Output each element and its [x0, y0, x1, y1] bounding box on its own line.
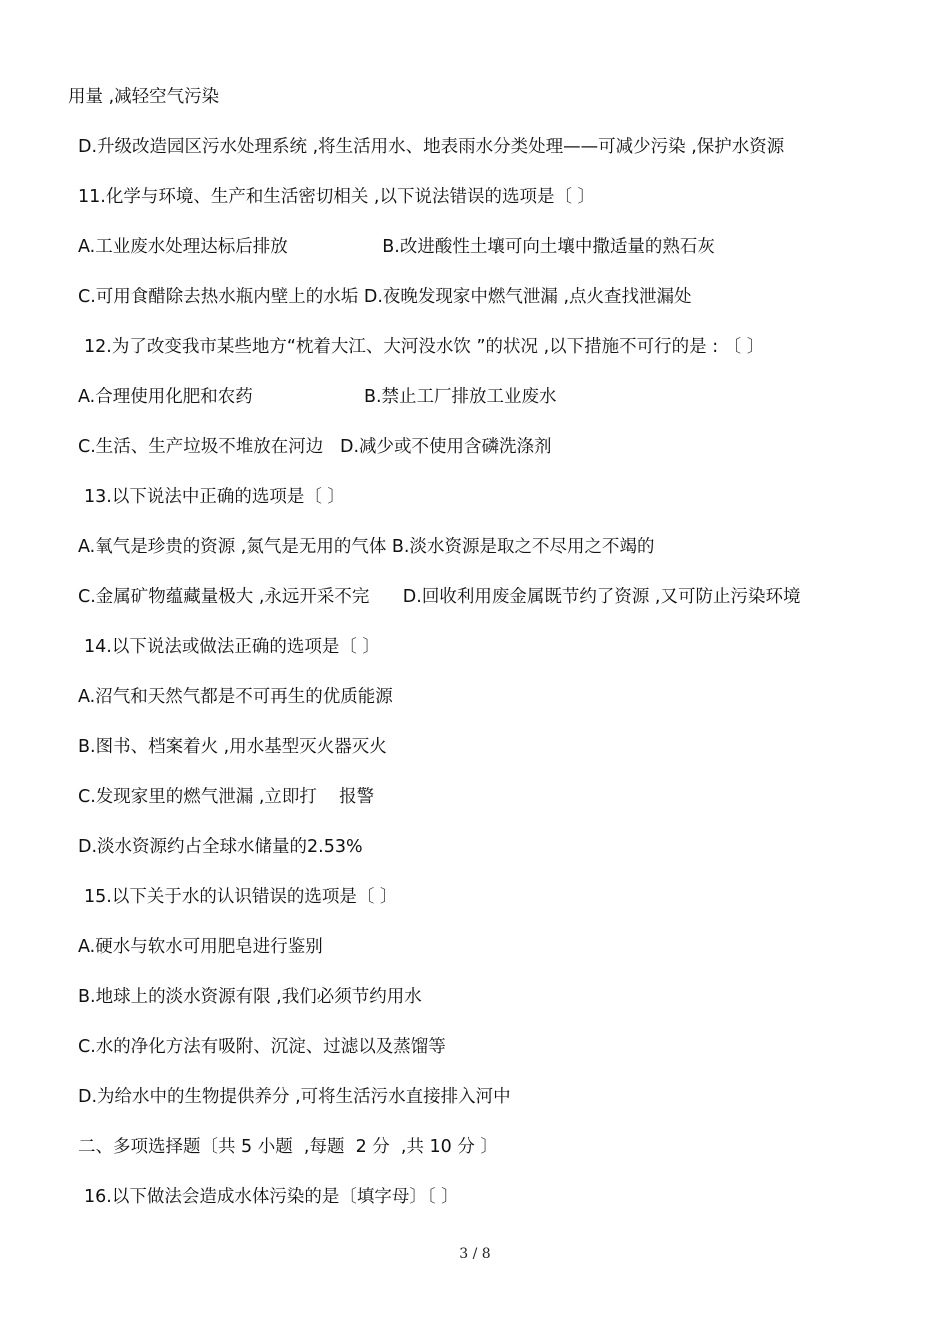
question-12: 12.为了改变我市某些地方“枕着大江、大河没水饮 ”的状况 ,以下措施不可行的是 : 〔 〕 — [84, 337, 765, 357]
question-15-option-b: B.地球上的淡水资源有限 ,我们必须节约用水 — [78, 987, 422, 1007]
question-11-options-cd: C.可用食醋除去热水瓶内壁上的水垢 D.夜晚发现家中燃气泄漏 ,点火查找泄漏处 — [78, 287, 692, 307]
text-line-2: D.升级改造园区污水处理系统 ,将生活用水、地表雨水分类处理——可减少污染 ,保护水资源 — [78, 137, 785, 157]
question-11-options-ab: A.工业废水处理达标后排放 B.改进酸性土壤可向土壤中撒适量的熟石灰 — [78, 237, 715, 257]
question-14-option-b: B.图书、档案着火 ,用水基型灭火器灭火 — [78, 737, 387, 757]
question-12-options-cd: C.生活、生产垃圾不堆放在河边 D.减少或不使用含磷洗涤剂 — [78, 437, 552, 457]
question-13-options-cd: C.金属矿物蕴藏量极大 ,永远开采不完 D.回收利用废金属既节约了资源 ,又可防止污染环境 — [78, 587, 801, 607]
section-heading-multiple-choice: 二、多项选择题〔共 5 小题 ,每题 2 分 ,共 10 分 〕 — [78, 1137, 498, 1157]
question-13: 13.以下说法中正确的选项是〔 〕 — [84, 487, 345, 507]
question-12-options-ab: A.合理使用化肥和农药 B.禁止工厂排放工业废水 — [78, 387, 557, 407]
question-15-option-d: D.为给水中的生物提供养分 ,可将生活污水直接排入河中 — [78, 1087, 511, 1107]
question-11: 11.化学与环境、生产和生活密切相关 ,以下说法错误的选项是〔 〕 — [78, 187, 596, 207]
question-14-option-d: D.淡水资源约占全球水储量的2.53% — [78, 837, 363, 857]
question-16: 16.以下做法会造成水体污染的是〔填字母〕〔 〕 — [84, 1187, 459, 1207]
page-number: 3 / 8 — [459, 1246, 491, 1262]
question-15: 15.以下关于水的认识错误的选项是〔 〕 — [84, 887, 398, 907]
question-14: 14.以下说法或做法正确的选项是〔 〕 — [84, 637, 380, 657]
question-15-option-c: C.水的净化方法有吸附、沉淀、过滤以及蒸馏等 — [78, 1037, 446, 1057]
question-13-options-ab: A.氧气是珍贵的资源 ,氮气是无用的气体 B.淡水资源是取之不尽用之不竭的 — [78, 537, 655, 557]
text-line-1: 用量 ,减轻空气污染 — [68, 87, 220, 107]
question-14-option-c: C.发现家里的燃气泄漏 ,立即打 报警 — [78, 787, 375, 807]
question-15-option-a: A.硬水与软水可用肥皂进行鉴别 — [78, 937, 323, 957]
question-14-option-a: A.沼气和天然气都是不可再生的优质能源 — [78, 687, 393, 707]
